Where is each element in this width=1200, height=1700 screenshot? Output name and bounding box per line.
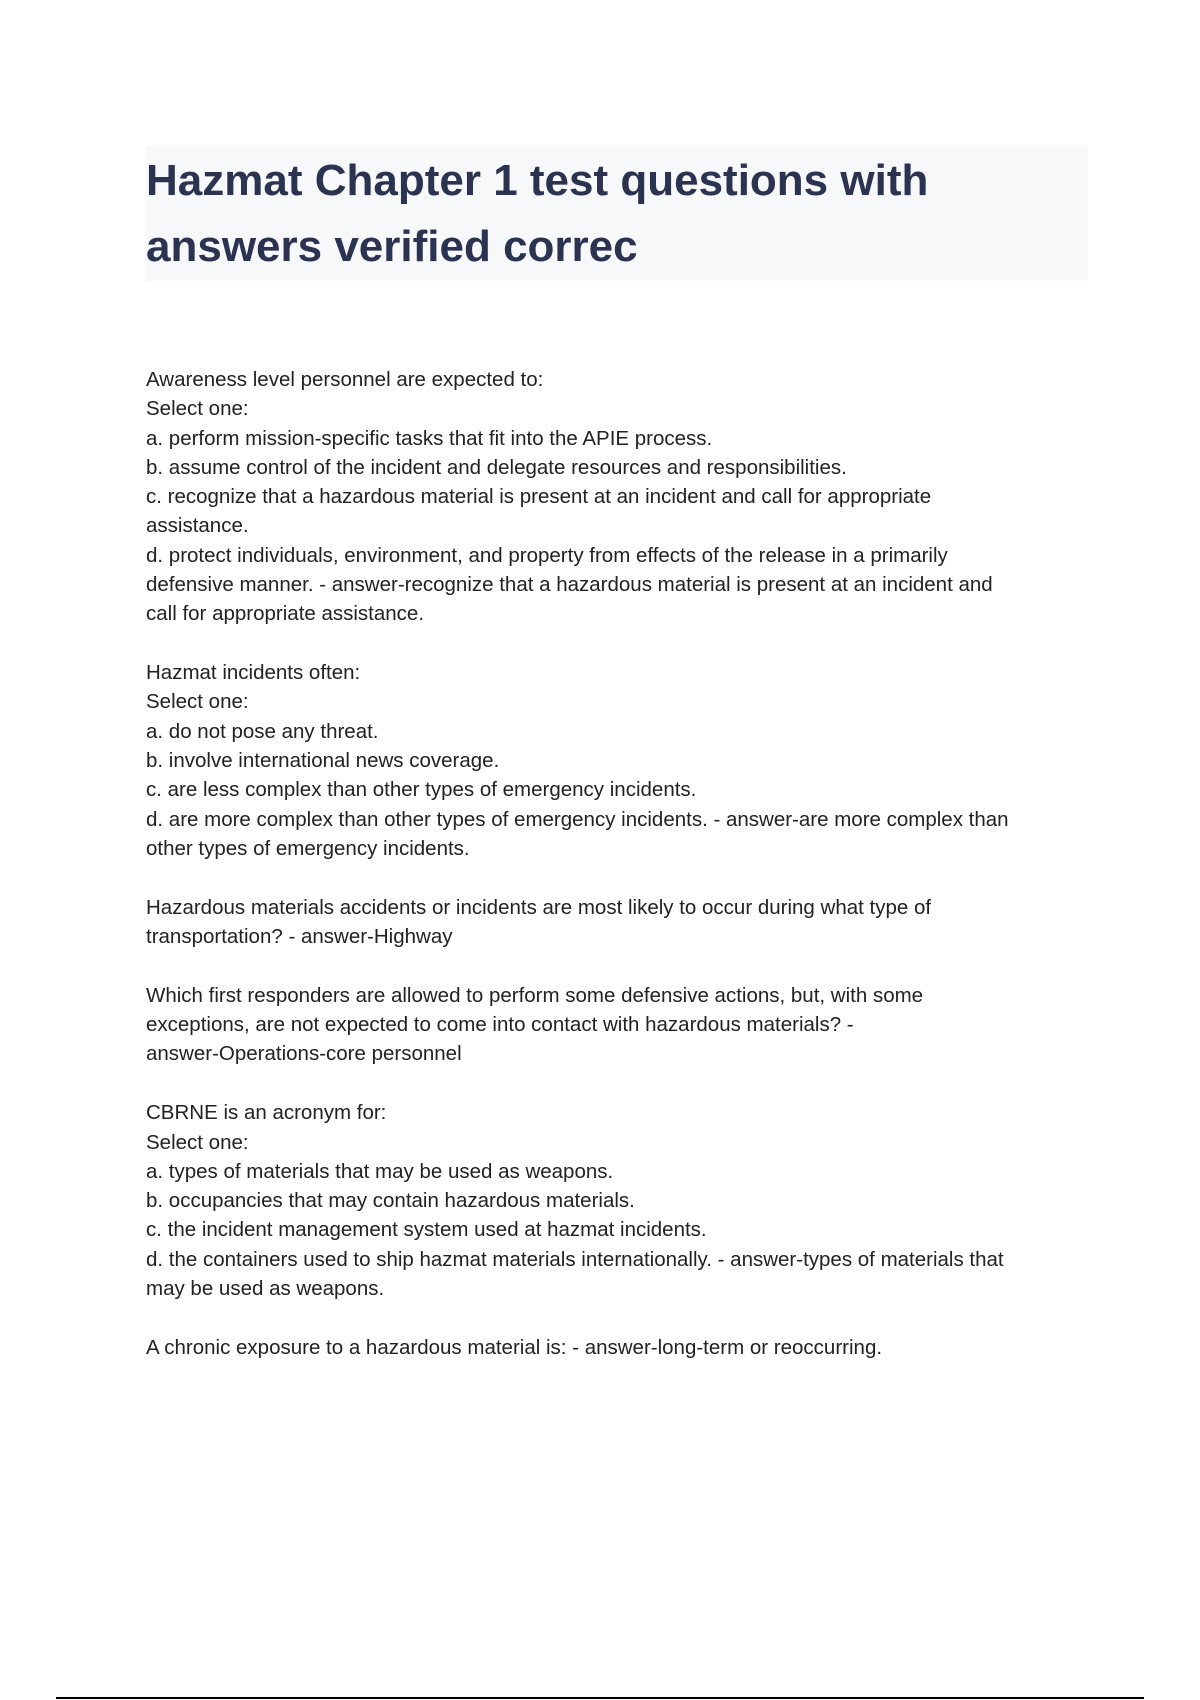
question-line: a. types of materials that may be used as weapons. <box>146 1159 614 1183</box>
question-line: b. occupancies that may contain hazardous materials. <box>146 1189 635 1213</box>
title-line-1: Hazmat Chapter 1 test questions with <box>146 156 929 205</box>
question-block <box>146 893 1086 952</box>
question-line: other types of emergency incidents. <box>146 836 470 860</box>
question-block <box>146 365 1086 629</box>
question-line: defensive manner. - answer-recognize that a hazardous material is present at an incident and <box>146 573 993 597</box>
question-line: Which first responders are allowed to perform some defensive actions, but, with some <box>146 983 924 1007</box>
question-line: c. are less complex than other types of emergency incidents. <box>146 778 697 802</box>
question-line: b. involve international news coverage. <box>146 749 500 773</box>
question-block <box>146 1098 1086 1303</box>
question-line: Hazardous materials accidents or incidents are most likely to occur during what type of <box>146 895 932 919</box>
question-line: Select one: <box>146 1130 249 1154</box>
question-line: Awareness level personnel are expected to: <box>146 368 544 391</box>
document-title <box>146 146 1088 281</box>
page-bottom-divider <box>56 1697 1144 1699</box>
question-line: CBRNE is an acronym for: <box>146 1101 387 1125</box>
question-block <box>146 981 1086 1069</box>
question-list <box>146 365 1086 1392</box>
question-line: d. are more complex than other types of emergency incidents. - answer-are more complex than <box>146 807 1009 831</box>
question-line: transportation? - answer-Highway <box>146 925 453 949</box>
question-line: Select one: <box>146 690 249 714</box>
question-line: c. recognize that a hazardous material is present at an incident and call for appropriate <box>146 485 932 509</box>
question-line: call for appropriate assistance. <box>146 602 425 626</box>
question-line: b. assume control of the incident and delegate resources and responsibilities. <box>146 455 847 479</box>
title-line-2: answers verified correc <box>146 222 638 271</box>
question-line: Select one: <box>146 397 249 421</box>
question-line: may be used as weapons. <box>146 1277 385 1301</box>
question-line: exceptions, are not expected to come into contact with hazardous materials? - <box>146 1013 854 1037</box>
question-line: c. the incident management system used at hazmat incidents. <box>146 1218 707 1242</box>
question-line: d. protect individuals, environment, and property from effects of the release in a primarily <box>146 543 948 567</box>
question-line: Hazmat incidents often: <box>146 661 361 685</box>
question-line: assistance. <box>146 514 249 538</box>
question-line: d. the containers used to ship hazmat materials internationally. - answer-types of materials that <box>146 1247 1004 1271</box>
question-block <box>146 1333 1086 1362</box>
question-line: a. perform mission-specific tasks that fit into the APIE process. <box>146 426 713 450</box>
question-line: A chronic exposure to a hazardous material is: - answer-long-term or reoccurring. <box>146 1335 883 1359</box>
question-line: answer-Operations-core personnel <box>146 1042 462 1066</box>
question-line: a. do not pose any threat. <box>146 719 379 743</box>
question-block <box>146 658 1086 863</box>
